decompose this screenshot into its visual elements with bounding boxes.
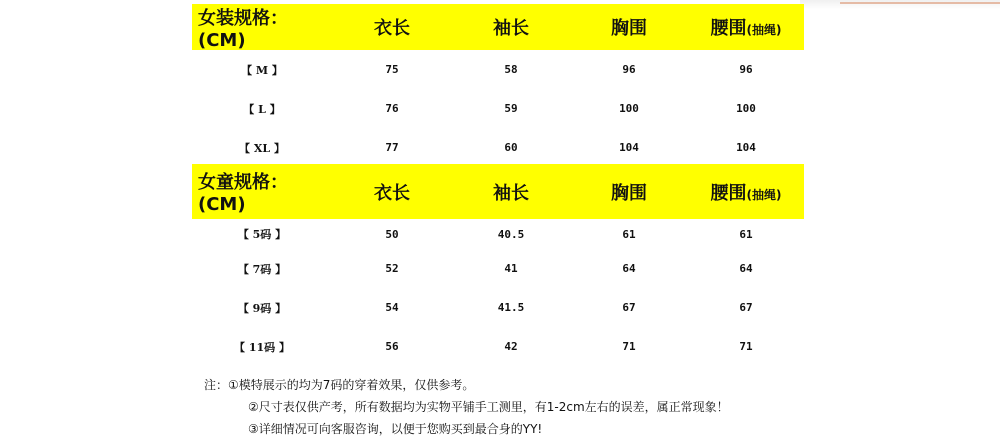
top-decoration-line <box>800 0 1000 9</box>
table-row <box>192 128 804 167</box>
size-label: 【 7码 】 <box>237 262 287 276</box>
sleeve-value: 41 <box>504 262 518 275</box>
women-header-sleeve: 袖长 <box>493 18 529 39</box>
length-value: 77 <box>385 141 399 154</box>
sleeve-value: 42 <box>504 340 518 353</box>
note-1: 注：①模特展示的均为7码的穿着效果，仅供参考。 <box>204 378 475 392</box>
waist-value: 71 <box>739 340 753 353</box>
girls-header-waist <box>688 179 804 205</box>
chest-value: 67 <box>622 301 636 314</box>
chest-value: 100 <box>619 102 639 115</box>
women-header-waist <box>688 14 804 40</box>
table-row <box>192 50 804 89</box>
size-label: 【 M 】 <box>241 63 283 77</box>
girls-header-sleeve: 袖长 <box>493 182 529 204</box>
women-header-length: 衣长 <box>374 18 410 39</box>
waist-value: 67 <box>739 301 753 314</box>
women-header-spec: 女装规格：(CM) <box>198 7 288 51</box>
length-value: 76 <box>385 102 399 115</box>
girls-header-length: 衣长 <box>374 182 410 204</box>
table-row <box>192 288 804 327</box>
women-size-table <box>192 4 804 167</box>
women-header-waist-note: (抽绳) <box>746 23 782 37</box>
size-label: 【 9码 】 <box>237 301 287 315</box>
note-2: ②尺寸表仅供产考，所有数据均为实物平铺手工测里，有1-2cm左右的误差，属正常现象！ <box>248 400 729 414</box>
table-row <box>192 327 804 366</box>
girls-header-waist-note: (抽绳) <box>746 187 782 202</box>
sleeve-value: 41.5 <box>497 301 525 314</box>
waist-value: 96 <box>739 63 753 76</box>
length-value: 54 <box>385 301 399 314</box>
chest-value: 71 <box>622 340 636 353</box>
girls-header-spec: 女童规格：(CM) <box>198 172 288 215</box>
sleeve-value: 40.5 <box>497 227 525 241</box>
table-row <box>192 249 804 288</box>
girls-size-table <box>192 164 804 366</box>
length-value: 50 <box>385 227 399 241</box>
length-value: 75 <box>385 63 399 76</box>
waist-value: 100 <box>736 102 756 115</box>
size-label: 【 11码 】 <box>234 340 290 354</box>
waist-value: 104 <box>736 141 756 154</box>
waist-value: 64 <box>739 262 753 275</box>
women-header-chest: 胸围 <box>611 18 647 39</box>
sleeve-value: 58 <box>504 63 518 76</box>
chest-value: 96 <box>622 63 636 76</box>
length-value: 56 <box>385 340 399 353</box>
girls-table-header <box>192 164 804 219</box>
girls-header-waist-label: 腰围 <box>710 182 747 204</box>
chest-value: 64 <box>622 262 636 275</box>
waist-value: 61 <box>739 227 753 241</box>
women-table-header <box>192 4 804 50</box>
size-label: 【 5码 】 <box>237 228 287 241</box>
length-value: 52 <box>385 262 399 275</box>
size-label: 【 L 】 <box>243 102 281 116</box>
size-label: 【 XL 】 <box>239 141 285 155</box>
table-row <box>192 219 804 249</box>
table-row <box>192 89 804 128</box>
sleeve-value: 60 <box>504 141 518 154</box>
note-3: ③详细情况可向客服咨询，以便于您购买到最合身的YY! <box>248 422 543 436</box>
chest-value: 61 <box>622 227 636 241</box>
girls-header-chest: 胸围 <box>611 182 647 204</box>
notes-block <box>204 374 729 440</box>
sleeve-value: 59 <box>504 102 518 115</box>
women-header-waist-label: 腰围 <box>710 18 747 39</box>
chest-value: 104 <box>619 141 639 154</box>
